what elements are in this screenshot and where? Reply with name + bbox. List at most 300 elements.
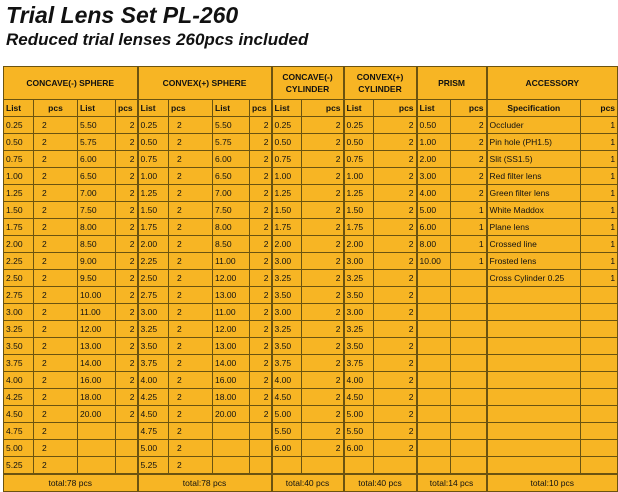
convex-sphere-list-cell: 12.00 <box>213 321 250 338</box>
accessory-spec-cell: Occluder <box>487 117 581 134</box>
convex-cylinder-list-cell: 0.25 <box>344 117 374 134</box>
prism-list-cell: 1.00 <box>417 134 451 151</box>
concave-sphere-pcs-cell: 2 <box>116 253 138 270</box>
convex-sphere-list-cell: 6.00 <box>213 151 250 168</box>
convex-sphere-list-cell: 11.00 <box>213 253 250 270</box>
accessory-spec-cell <box>487 423 581 440</box>
concave-sphere-pcs-cell <box>116 423 138 440</box>
prism-list-cell: 5.00 <box>417 202 451 219</box>
concave-sphere-pcs-cell: 2 <box>116 168 138 185</box>
concave-sphere-list-cell: 4.00 <box>4 372 34 389</box>
convex-sphere-list-cell: 4.25 <box>138 389 169 406</box>
concave-sphere-pcs-cell: 2 <box>34 304 78 321</box>
prism-pcs-cell <box>451 389 487 406</box>
concave-sphere-list-cell: 8.50 <box>78 236 116 253</box>
concave-sphere-list-cell: 8.00 <box>78 219 116 236</box>
convex-sphere-list-cell: 8.00 <box>213 219 250 236</box>
concave-sphere-pcs-cell: 2 <box>34 117 78 134</box>
prism-pcs-cell <box>451 287 487 304</box>
accessory-spec-cell: Cross Cylinder 0.25 <box>487 270 581 287</box>
accessory-pcs-cell: 1 <box>581 236 618 253</box>
prism-pcs-cell <box>451 270 487 287</box>
convex-cylinder-pcs-cell: 2 <box>374 304 417 321</box>
convex-sphere-pcs-cell: 2 <box>169 253 213 270</box>
concave-sphere-list-cell: 3.75 <box>4 355 34 372</box>
prism-list-cell <box>417 287 451 304</box>
concave-sphere-list-cell: 0.25 <box>4 117 34 134</box>
prism-pcs-cell <box>451 406 487 423</box>
total-convex-cylinder: total:40 pcs <box>344 474 417 492</box>
concave-sphere-list-cell: 16.00 <box>78 372 116 389</box>
concave-sphere-pcs-cell: 2 <box>116 134 138 151</box>
pcs-header: pcs <box>374 100 417 117</box>
convex-cylinder-pcs-cell: 2 <box>374 406 417 423</box>
convex-sphere-list-cell <box>213 457 250 475</box>
page-subtitle: Reduced trial lenses 260pcs included <box>6 30 309 49</box>
accessory-pcs-cell <box>581 321 618 338</box>
concave-sphere-list-cell: 5.75 <box>78 134 116 151</box>
list-header: List <box>4 100 34 117</box>
convex-sphere-pcs-cell: 2 <box>250 236 272 253</box>
convex-sphere-pcs-cell: 2 <box>169 287 213 304</box>
concave-cylinder-list-cell: 2.00 <box>272 236 302 253</box>
concave-sphere-pcs-cell: 2 <box>34 372 78 389</box>
table-row <box>4 270 618 287</box>
convex-sphere-list-cell <box>213 423 250 440</box>
prism-list-cell <box>417 372 451 389</box>
table-row <box>4 151 618 168</box>
concave-sphere-list-cell: 2.00 <box>4 236 34 253</box>
accessory-spec-cell: White Maddox <box>487 202 581 219</box>
concave-cylinder-pcs-cell: 2 <box>302 304 344 321</box>
concave-cylinder-list-cell: 5.50 <box>272 423 302 440</box>
table-row <box>4 202 618 219</box>
convex-sphere-pcs-cell: 2 <box>169 389 213 406</box>
prism-list-cell: 2.00 <box>417 151 451 168</box>
list-header: List <box>344 100 374 117</box>
convex-sphere-pcs-cell: 2 <box>169 304 213 321</box>
table-row <box>4 304 618 321</box>
concave-sphere-list-cell: 11.00 <box>78 304 116 321</box>
concave-cylinder-list-cell: 0.25 <box>272 117 302 134</box>
concave-sphere-list-cell: 1.50 <box>4 202 34 219</box>
convex-cylinder-list-cell <box>344 457 374 475</box>
convex-sphere-pcs-cell: 2 <box>250 321 272 338</box>
concave-sphere-pcs-cell <box>116 457 138 475</box>
prism-pcs-cell <box>451 321 487 338</box>
concave-cylinder-pcs-cell: 2 <box>302 440 344 457</box>
convex-sphere-list-cell: 16.00 <box>213 372 250 389</box>
convex-cylinder-pcs-cell: 2 <box>374 338 417 355</box>
concave-sphere-list-cell <box>78 440 116 457</box>
convex-sphere-pcs-cell: 2 <box>250 151 272 168</box>
convex-sphere-list-cell: 4.75 <box>138 423 169 440</box>
concave-sphere-pcs-cell: 2 <box>34 355 78 372</box>
page-title: Trial Lens Set PL-260 <box>6 2 239 28</box>
convex-sphere-pcs-cell: 2 <box>169 338 213 355</box>
convex-cylinder-pcs-cell: 2 <box>374 287 417 304</box>
convex-sphere-pcs-cell: 2 <box>250 270 272 287</box>
prism-pcs-cell: 2 <box>451 134 487 151</box>
pcs-header: pcs <box>116 100 138 117</box>
concave-cylinder-list-cell: 3.00 <box>272 253 302 270</box>
pcs-header: pcs <box>169 100 213 117</box>
convex-sphere-pcs-cell: 2 <box>169 185 213 202</box>
convex-sphere-list-cell: 3.00 <box>138 304 169 321</box>
convex-cylinder-pcs-cell: 2 <box>374 440 417 457</box>
convex-sphere-list-cell: 4.50 <box>138 406 169 423</box>
convex-sphere-list-cell: 5.75 <box>213 134 250 151</box>
concave-sphere-list-cell: 5.50 <box>78 117 116 134</box>
concave-sphere-list-cell: 7.00 <box>78 185 116 202</box>
convex-sphere-pcs-cell: 2 <box>250 287 272 304</box>
concave-cylinder-pcs-cell: 2 <box>302 338 344 355</box>
concave-sphere-pcs-cell: 2 <box>34 389 78 406</box>
concave-sphere-pcs-cell: 2 <box>116 219 138 236</box>
concave-sphere-pcs-cell: 2 <box>34 457 78 475</box>
concave-sphere-pcs-cell: 2 <box>116 117 138 134</box>
table-row <box>4 134 618 151</box>
pcs-header: pcs <box>302 100 344 117</box>
accessory-pcs-cell: 1 <box>581 202 618 219</box>
convex-sphere-list-cell: 5.00 <box>138 440 169 457</box>
concave-cylinder-pcs-cell: 2 <box>302 355 344 372</box>
table-row <box>4 236 618 253</box>
concave-sphere-pcs-cell: 2 <box>34 423 78 440</box>
convex-cylinder-list-cell: 6.00 <box>344 440 374 457</box>
convex-sphere-list-cell <box>213 440 250 457</box>
convex-cylinder-list-cell: 3.25 <box>344 270 374 287</box>
table-row <box>4 185 618 202</box>
concave-sphere-pcs-cell: 2 <box>34 287 78 304</box>
convex-sphere-pcs-cell: 2 <box>169 270 213 287</box>
convex-sphere-list-cell: 3.50 <box>138 338 169 355</box>
list-header: List <box>78 100 116 117</box>
convex-cylinder-pcs-cell: 2 <box>374 389 417 406</box>
convex-sphere-list-cell: 2.75 <box>138 287 169 304</box>
convex-sphere-pcs-cell: 2 <box>250 372 272 389</box>
prism-list-cell <box>417 321 451 338</box>
concave-sphere-list-cell: 3.00 <box>4 304 34 321</box>
concave-cylinder-list-cell: 3.75 <box>272 355 302 372</box>
concave-sphere-pcs-cell <box>116 440 138 457</box>
convex-sphere-list-cell: 18.00 <box>213 389 250 406</box>
convex-sphere-list-cell: 2.00 <box>138 236 169 253</box>
list-header: List <box>213 100 250 117</box>
prism-list-cell <box>417 389 451 406</box>
accessory-spec-cell <box>487 457 581 475</box>
convex-cylinder-pcs-cell: 2 <box>374 219 417 236</box>
concave-cylinder-list-cell: 3.50 <box>272 287 302 304</box>
table-row <box>4 253 618 270</box>
convex-sphere-list-cell: 0.25 <box>138 117 169 134</box>
concave-sphere-pcs-cell: 2 <box>34 168 78 185</box>
concave-cylinder-pcs-cell: 2 <box>302 168 344 185</box>
prism-pcs-cell: 2 <box>451 185 487 202</box>
accessory-header: ACCESSORY <box>487 67 618 100</box>
concave-sphere-header: CONCAVE(-) SPHERE <box>4 67 138 100</box>
concave-sphere-pcs-cell: 2 <box>34 253 78 270</box>
concave-sphere-pcs-cell: 2 <box>116 406 138 423</box>
convex-cylinder-pcs-cell: 2 <box>374 134 417 151</box>
accessory-spec-cell: Crossed line <box>487 236 581 253</box>
concave-cylinder-list-cell: 0.50 <box>272 134 302 151</box>
table-row <box>4 389 618 406</box>
concave-cylinder-list-cell: 4.00 <box>272 372 302 389</box>
concave-cylinder-list-cell: 5.00 <box>272 406 302 423</box>
concave-sphere-pcs-cell: 2 <box>34 338 78 355</box>
convex-sphere-list-cell: 6.50 <box>213 168 250 185</box>
convex-sphere-list-cell: 3.75 <box>138 355 169 372</box>
prism-list-cell <box>417 440 451 457</box>
concave-sphere-list-cell: 9.00 <box>78 253 116 270</box>
convex-cylinder-list-cell: 0.75 <box>344 151 374 168</box>
total-prism: total:14 pcs <box>417 474 487 492</box>
convex-sphere-pcs-cell: 2 <box>169 406 213 423</box>
convex-sphere-list-cell: 1.75 <box>138 219 169 236</box>
concave-cylinder-pcs-cell: 2 <box>302 321 344 338</box>
table-row <box>4 321 618 338</box>
convex-sphere-pcs-cell: 2 <box>169 355 213 372</box>
concave-sphere-list-cell: 3.25 <box>4 321 34 338</box>
convex-cylinder-pcs-cell: 2 <box>374 185 417 202</box>
concave-cylinder-pcs-cell: 2 <box>302 185 344 202</box>
concave-sphere-pcs-cell: 2 <box>116 287 138 304</box>
prism-pcs-cell <box>451 355 487 372</box>
convex-cylinder-pcs-cell: 2 <box>374 202 417 219</box>
concave-cylinder-pcs-cell: 2 <box>302 134 344 151</box>
totals-row <box>4 474 618 492</box>
convex-cylinder-pcs-cell: 2 <box>374 253 417 270</box>
convex-sphere-list-cell: 0.50 <box>138 134 169 151</box>
accessory-pcs-cell: 1 <box>581 151 618 168</box>
accessory-spec-cell <box>487 287 581 304</box>
concave-sphere-list-cell: 6.00 <box>78 151 116 168</box>
prism-list-cell <box>417 355 451 372</box>
concave-sphere-list-cell: 20.00 <box>78 406 116 423</box>
convex-sphere-pcs-cell <box>250 457 272 475</box>
prism-pcs-cell <box>451 440 487 457</box>
prism-list-cell: 8.00 <box>417 236 451 253</box>
concave-cylinder-pcs-cell: 2 <box>302 202 344 219</box>
convex-sphere-pcs-cell <box>250 440 272 457</box>
convex-sphere-pcs-cell: 2 <box>250 406 272 423</box>
prism-pcs-cell <box>451 338 487 355</box>
convex-cylinder-list-cell: 5.50 <box>344 423 374 440</box>
concave-cylinder-header: CONCAVE(-) CYLINDER <box>272 67 344 100</box>
concave-sphere-list-cell <box>78 423 116 440</box>
convex-sphere-list-cell: 8.50 <box>213 236 250 253</box>
accessory-pcs-cell <box>581 304 618 321</box>
concave-sphere-pcs-cell: 2 <box>116 304 138 321</box>
convex-sphere-pcs-cell: 2 <box>169 236 213 253</box>
accessory-pcs-cell: 1 <box>581 185 618 202</box>
convex-sphere-list-cell: 0.75 <box>138 151 169 168</box>
concave-cylinder-list-cell <box>272 457 302 475</box>
convex-sphere-pcs-cell: 2 <box>169 457 213 475</box>
convex-sphere-pcs-cell: 2 <box>169 117 213 134</box>
convex-cylinder-pcs-cell: 2 <box>374 372 417 389</box>
convex-sphere-pcs-cell: 2 <box>169 321 213 338</box>
accessory-pcs-cell: 1 <box>581 168 618 185</box>
concave-cylinder-pcs-cell: 2 <box>302 423 344 440</box>
convex-sphere-pcs-cell: 2 <box>250 185 272 202</box>
concave-cylinder-pcs-cell: 2 <box>302 253 344 270</box>
prism-pcs-cell: 1 <box>451 236 487 253</box>
convex-sphere-list-cell: 2.25 <box>138 253 169 270</box>
accessory-pcs-cell <box>581 389 618 406</box>
concave-cylinder-list-cell: 1.75 <box>272 219 302 236</box>
convex-cylinder-list-cell: 3.75 <box>344 355 374 372</box>
prism-list-cell <box>417 457 451 475</box>
concave-sphere-list-cell: 5.25 <box>4 457 34 475</box>
convex-cylinder-list-cell: 3.50 <box>344 287 374 304</box>
concave-sphere-list-cell: 0.50 <box>4 134 34 151</box>
lens-table <box>3 66 618 492</box>
concave-sphere-list-cell: 1.75 <box>4 219 34 236</box>
table-row <box>4 406 618 423</box>
concave-sphere-list-cell: 12.00 <box>78 321 116 338</box>
convex-sphere-pcs-cell: 2 <box>250 134 272 151</box>
pcs-header: pcs <box>250 100 272 117</box>
table-row <box>4 287 618 304</box>
pcs-header: pcs <box>34 100 78 117</box>
prism-pcs-cell: 1 <box>451 202 487 219</box>
prism-list-cell: 3.00 <box>417 168 451 185</box>
table-row <box>4 423 618 440</box>
accessory-spec-cell: Pin hole (PH1.5) <box>487 134 581 151</box>
convex-sphere-list-cell: 1.00 <box>138 168 169 185</box>
concave-sphere-pcs-cell: 2 <box>116 185 138 202</box>
concave-sphere-pcs-cell: 2 <box>116 389 138 406</box>
concave-cylinder-pcs-cell: 2 <box>302 219 344 236</box>
concave-sphere-pcs-cell: 2 <box>116 338 138 355</box>
convex-sphere-pcs-cell: 2 <box>250 355 272 372</box>
prism-pcs-cell: 2 <box>451 151 487 168</box>
convex-cylinder-pcs-cell: 2 <box>374 117 417 134</box>
convex-sphere-pcs-cell: 2 <box>250 219 272 236</box>
table-row <box>4 372 618 389</box>
accessory-spec-cell: Slit (SS1.5) <box>487 151 581 168</box>
prism-header: PRISM <box>417 67 487 100</box>
concave-sphere-pcs-cell: 2 <box>34 134 78 151</box>
accessory-spec-cell: Plane lens <box>487 219 581 236</box>
concave-sphere-list-cell <box>78 457 116 475</box>
concave-sphere-list-cell: 0.75 <box>4 151 34 168</box>
accessory-pcs-cell: 1 <box>581 117 618 134</box>
accessory-spec-cell <box>487 321 581 338</box>
concave-sphere-pcs-cell: 2 <box>34 440 78 457</box>
prism-list-cell: 6.00 <box>417 219 451 236</box>
prism-pcs-cell <box>451 457 487 475</box>
concave-sphere-list-cell: 4.50 <box>4 406 34 423</box>
convex-sphere-list-cell: 13.00 <box>213 287 250 304</box>
convex-sphere-pcs-cell: 2 <box>169 151 213 168</box>
convex-sphere-pcs-cell: 2 <box>169 202 213 219</box>
concave-sphere-list-cell: 4.75 <box>4 423 34 440</box>
prism-list-cell: 0.50 <box>417 117 451 134</box>
concave-cylinder-pcs-cell: 2 <box>302 117 344 134</box>
accessory-spec-cell: Frosted lens <box>487 253 581 270</box>
accessory-pcs-cell <box>581 355 618 372</box>
prism-pcs-cell: 1 <box>451 219 487 236</box>
concave-cylinder-pcs-cell: 2 <box>302 389 344 406</box>
concave-cylinder-list-cell: 3.25 <box>272 321 302 338</box>
concave-sphere-pcs-cell: 2 <box>116 372 138 389</box>
convex-sphere-list-cell: 13.00 <box>213 338 250 355</box>
convex-cylinder-list-cell: 4.50 <box>344 389 374 406</box>
convex-cylinder-pcs-cell: 2 <box>374 355 417 372</box>
concave-cylinder-list-cell: 3.50 <box>272 338 302 355</box>
convex-sphere-list-cell: 11.00 <box>213 304 250 321</box>
convex-sphere-pcs-cell: 2 <box>169 219 213 236</box>
concave-sphere-list-cell: 10.00 <box>78 287 116 304</box>
concave-sphere-pcs-cell: 2 <box>34 321 78 338</box>
concave-cylinder-pcs-cell: 2 <box>302 406 344 423</box>
accessory-spec-cell <box>487 338 581 355</box>
convex-sphere-list-cell: 5.25 <box>138 457 169 475</box>
concave-sphere-list-cell: 3.50 <box>4 338 34 355</box>
table-row <box>4 168 618 185</box>
accessory-spec-cell <box>487 355 581 372</box>
convex-sphere-pcs-cell: 2 <box>250 304 272 321</box>
prism-list-cell <box>417 406 451 423</box>
convex-sphere-list-cell: 1.25 <box>138 185 169 202</box>
total-convex-sphere: total:78 pcs <box>138 474 272 492</box>
concave-sphere-list-cell: 4.25 <box>4 389 34 406</box>
prism-pcs-cell <box>451 423 487 440</box>
concave-sphere-pcs-cell: 2 <box>116 151 138 168</box>
table-row <box>4 219 618 236</box>
concave-sphere-list-cell: 6.50 <box>78 168 116 185</box>
table-row <box>4 440 618 457</box>
accessory-pcs-cell <box>581 406 618 423</box>
convex-cylinder-pcs-cell: 2 <box>374 423 417 440</box>
concave-cylinder-list-cell: 1.25 <box>272 185 302 202</box>
convex-cylinder-pcs-cell: 2 <box>374 151 417 168</box>
group-header-row <box>4 67 618 100</box>
accessory-pcs-cell: 1 <box>581 219 618 236</box>
specification-header: Specification <box>487 100 581 117</box>
accessory-pcs-cell: 1 <box>581 134 618 151</box>
prism-list-cell: 4.00 <box>417 185 451 202</box>
accessory-pcs-cell <box>581 338 618 355</box>
prism-list-cell <box>417 338 451 355</box>
convex-cylinder-pcs-cell: 2 <box>374 270 417 287</box>
prism-pcs-cell: 2 <box>451 168 487 185</box>
convex-cylinder-list-cell: 3.50 <box>344 338 374 355</box>
convex-cylinder-list-cell: 5.00 <box>344 406 374 423</box>
concave-sphere-list-cell: 2.50 <box>4 270 34 287</box>
concave-cylinder-list-cell: 6.00 <box>272 440 302 457</box>
convex-sphere-pcs-cell: 2 <box>169 134 213 151</box>
convex-cylinder-list-cell: 1.00 <box>344 168 374 185</box>
convex-sphere-pcs-cell: 2 <box>250 117 272 134</box>
prism-pcs-cell <box>451 304 487 321</box>
concave-cylinder-pcs-cell <box>302 457 344 475</box>
concave-sphere-pcs-cell: 2 <box>34 236 78 253</box>
convex-sphere-list-cell: 4.00 <box>138 372 169 389</box>
convex-cylinder-pcs-cell: 2 <box>374 168 417 185</box>
concave-cylinder-pcs-cell: 2 <box>302 236 344 253</box>
total-concave-cylinder: total:40 pcs <box>272 474 344 492</box>
convex-cylinder-list-cell: 0.50 <box>344 134 374 151</box>
convex-sphere-list-cell: 2.50 <box>138 270 169 287</box>
concave-cylinder-pcs-cell: 2 <box>302 287 344 304</box>
concave-sphere-pcs-cell: 2 <box>34 219 78 236</box>
convex-cylinder-list-cell: 1.50 <box>344 202 374 219</box>
total-concave-sphere: total:78 pcs <box>4 474 138 492</box>
